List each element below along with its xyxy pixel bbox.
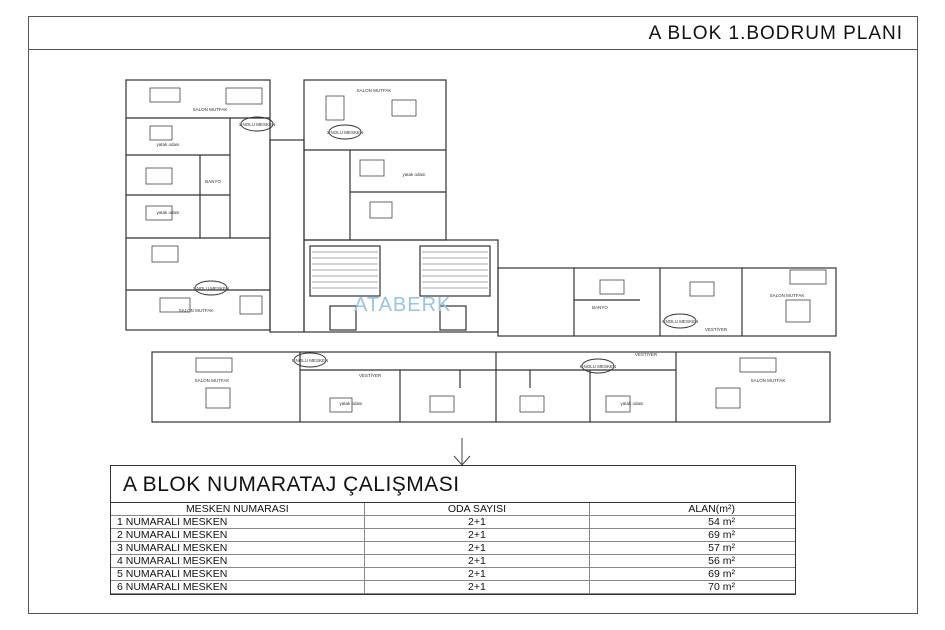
plan-label-banyo-4: BANYO <box>592 305 608 310</box>
header-alan: ALAN(m²) <box>590 503 795 516</box>
plan-label-salon-mutfak-1: SALON MUTFAK <box>192 107 228 112</box>
cell-alan: 54 m² <box>590 516 795 529</box>
table-title: A BLOK NUMARATAJ ÇALIŞMASI <box>111 466 795 503</box>
plan-label-salon-mutfak-2: SALON MUTFAK <box>178 308 214 313</box>
plan-label-mesken-2: 2 NOLU MESKEN <box>192 286 230 291</box>
cell-oda-sayisi: 2+1 <box>364 529 590 542</box>
plan-label-yatak-odasi-2: yatak odası <box>156 210 180 215</box>
plan-label-salon-mutfak-5: SALON MUTFAK <box>194 378 230 383</box>
plan-label-mesken-3: 3 NOLU MESKEN <box>326 130 364 135</box>
table-row <box>111 529 795 542</box>
cell-mesken-name: 4 NUMARALI MESKEN <box>111 555 364 568</box>
wing-lower <box>152 352 830 422</box>
table-row <box>111 516 795 529</box>
cell-alan: 70 m² <box>590 581 795 594</box>
core <box>304 240 498 332</box>
header-oda-sayisi: ODA SAYISI <box>364 503 590 516</box>
plan-label-vestiyer-4: VESTİYER <box>704 327 728 332</box>
plan-label-salon-mutfak-6: SALON MUTFAK <box>750 378 786 383</box>
page-title: A BLOK 1.BODRUM PLANI <box>648 23 903 44</box>
plan-label-salon-mutfak-4: SALON MUTFAK <box>769 293 805 298</box>
cell-oda-sayisi: 2+1 <box>364 516 590 529</box>
cell-oda-sayisi: 2+1 <box>364 568 590 581</box>
watermark: ATABERK <box>354 294 452 316</box>
plan-label-vestiyer-6: VESTİYER <box>634 352 658 357</box>
plan-label-mesken-1: 1 NOLU MESKEN <box>238 122 276 127</box>
cell-oda-sayisi: 2+1 <box>364 555 590 568</box>
plan-label-mesken-4: 4 NOLU MESKEN <box>661 319 699 324</box>
plan-label-salon-mutfak-3: SALON MUTFAK <box>356 88 392 93</box>
cell-mesken-name: 5 NUMARALI MESKEN <box>111 568 364 581</box>
cell-oda-sayisi: 2+1 <box>364 581 590 594</box>
cell-oda-sayisi: 2+1 <box>364 542 590 555</box>
cell-alan: 69 m² <box>590 529 795 542</box>
plan-label-banyo-1: BANYO <box>205 179 221 184</box>
plan-label-mesken-6: 6 NOLU MESKEN <box>579 364 617 369</box>
table-row <box>111 555 795 568</box>
cell-alan: 57 m² <box>590 542 795 555</box>
numarataj-table <box>110 465 796 595</box>
cell-mesken-name: 3 NUMARALI MESKEN <box>111 542 364 555</box>
wing-right <box>498 268 836 336</box>
plan-label-vestiyer-5: VESTİYER <box>358 373 382 378</box>
table-header-row <box>111 503 795 516</box>
cell-alan: 69 m² <box>590 568 795 581</box>
plan-label-yatak-odasi-6: yatak odası <box>620 401 644 406</box>
plan-label-mesken-5: 5 NOLU MESKEN <box>291 358 329 363</box>
plan-label-yatak-odasi-5: yatak odası <box>339 401 363 406</box>
cell-alan: 56 m² <box>590 555 795 568</box>
plan-label-yatak-odasi-3: yatak odası <box>402 172 426 177</box>
header-mesken-numarasi: MESKEN NUMARASI <box>111 503 364 516</box>
table-row <box>111 542 795 555</box>
table-row <box>111 581 795 594</box>
cell-mesken-name: 6 NUMARALI MESKEN <box>111 581 364 594</box>
cell-mesken-name: 1 NUMARALI MESKEN <box>111 516 364 529</box>
table-row <box>111 568 795 581</box>
down-arrow-icon <box>452 438 472 468</box>
plan-label-yatak-odasi-1: yatak odası <box>156 142 180 147</box>
cell-mesken-name: 2 NUMARALI MESKEN <box>111 529 364 542</box>
